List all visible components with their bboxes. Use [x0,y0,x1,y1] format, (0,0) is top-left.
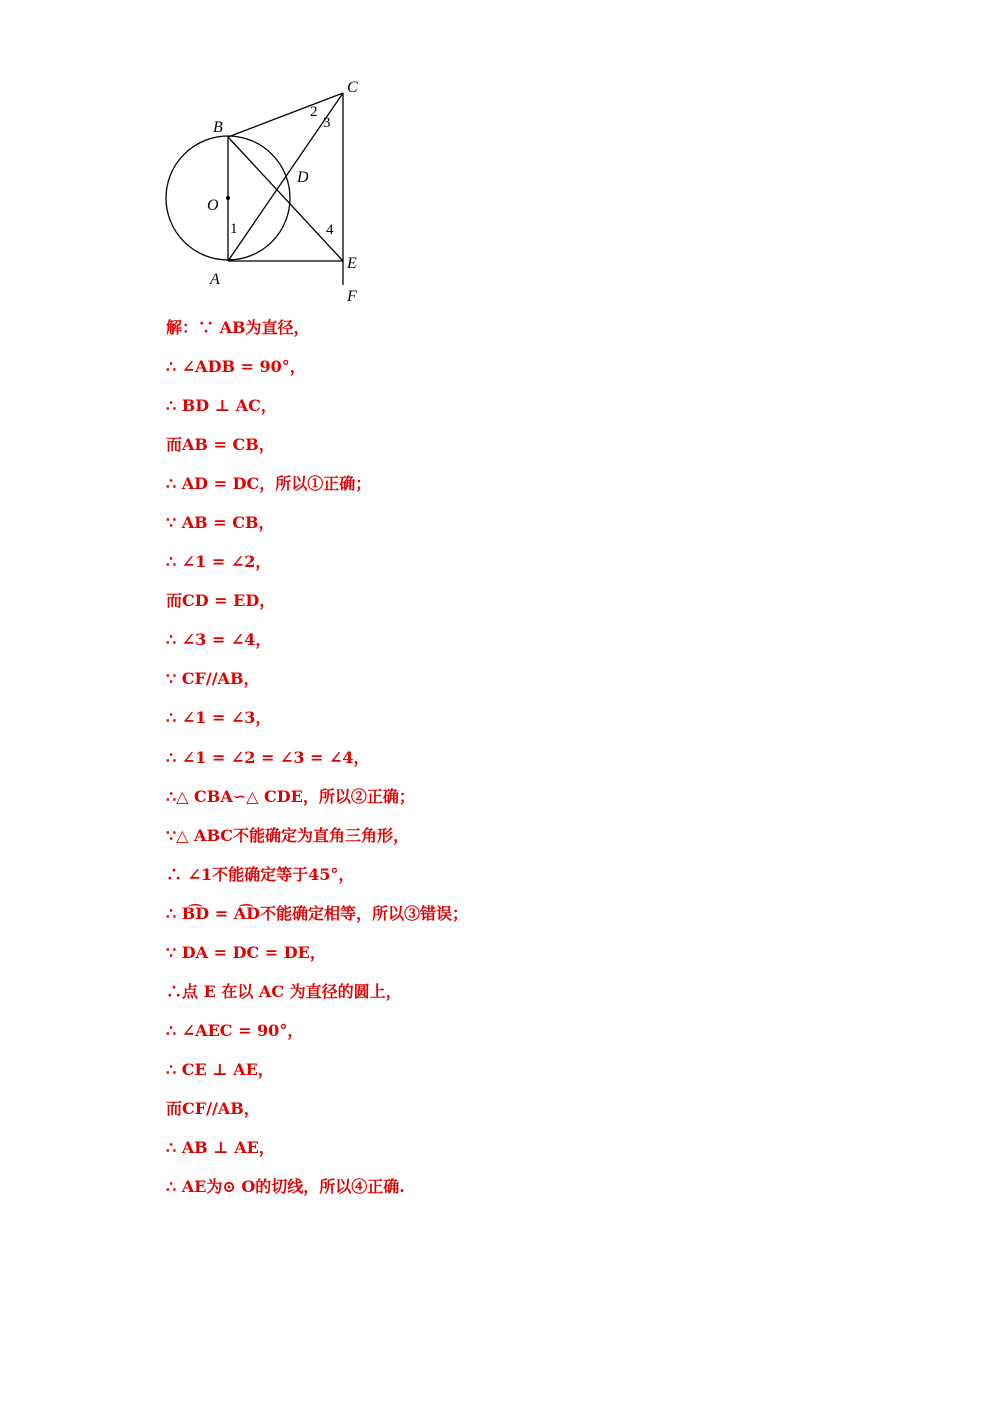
solution-line: ∴ AE为⊙ O的切线，所以④正确. [166,1177,405,1197]
solution-line: 解：∵ AB为直径， [166,318,310,337]
solution-line: ∴ ∠ADB = 90°， [166,357,306,377]
solution-line: ∴ AD = DC，所以①正确； [166,474,372,494]
solution-line: ∴ ∠1 = ∠2 = ∠3 = ∠4， [166,747,370,767]
solution-line: ∵△ ABC不能确定为直角三角形， [166,825,410,845]
geometry-diagram [160,75,390,310]
solution-line: ∴ BD ⊥ AC， [166,396,277,416]
solution-line: ∴ B͡D = A͡D不能确定相等，所以③错误； [166,903,468,923]
angle-label-2: 2 [310,104,318,120]
solution-line: ∴△ CBA∽△ CDE，所以②正确； [166,786,415,806]
solution-line: ∴ CE ⊥ AE， [166,1059,274,1079]
solution-line: ∴ ∠3 = ∠4， [166,630,272,650]
label-b: B [213,119,223,136]
label-d: D [297,169,309,186]
solution-text [166,315,926,1213]
solution-line: ∴ ∠1 = ∠2， [166,552,272,572]
solution-line: ∵ AB = CB， [166,513,275,533]
solution-line: ∴点 E 在以 AC 为直径的圆上， [166,981,402,1001]
center-point-o [226,196,230,200]
label-e: E [347,255,357,272]
solution-line: 而AB = CB， [166,435,275,455]
angle-label-4: 4 [326,222,334,238]
angle-label-3: 3 [323,115,331,131]
label-a: A [210,271,220,288]
solution-line: ∴ ∠1不能确定等于45°， [166,864,355,884]
solution-line: ∵ CF//AB， [166,669,260,689]
solution-line: ∴ AB ⊥ AE， [166,1137,275,1157]
segment-be [228,137,343,261]
label-c: C [347,79,358,96]
solution-line: 而CD = ED， [166,591,276,611]
solution-line: ∴ ∠AEC = 90°， [166,1020,304,1040]
label-f: F [347,288,357,305]
angle-label-1: 1 [230,221,238,237]
solution-line: ∵ DA = DC = DE， [166,942,326,962]
geometry-figure [160,75,390,310]
solution-line: 而CF//AB， [166,1098,260,1118]
solution-line: ∴ ∠1 = ∠3， [166,708,272,728]
label-o: O [207,197,219,214]
